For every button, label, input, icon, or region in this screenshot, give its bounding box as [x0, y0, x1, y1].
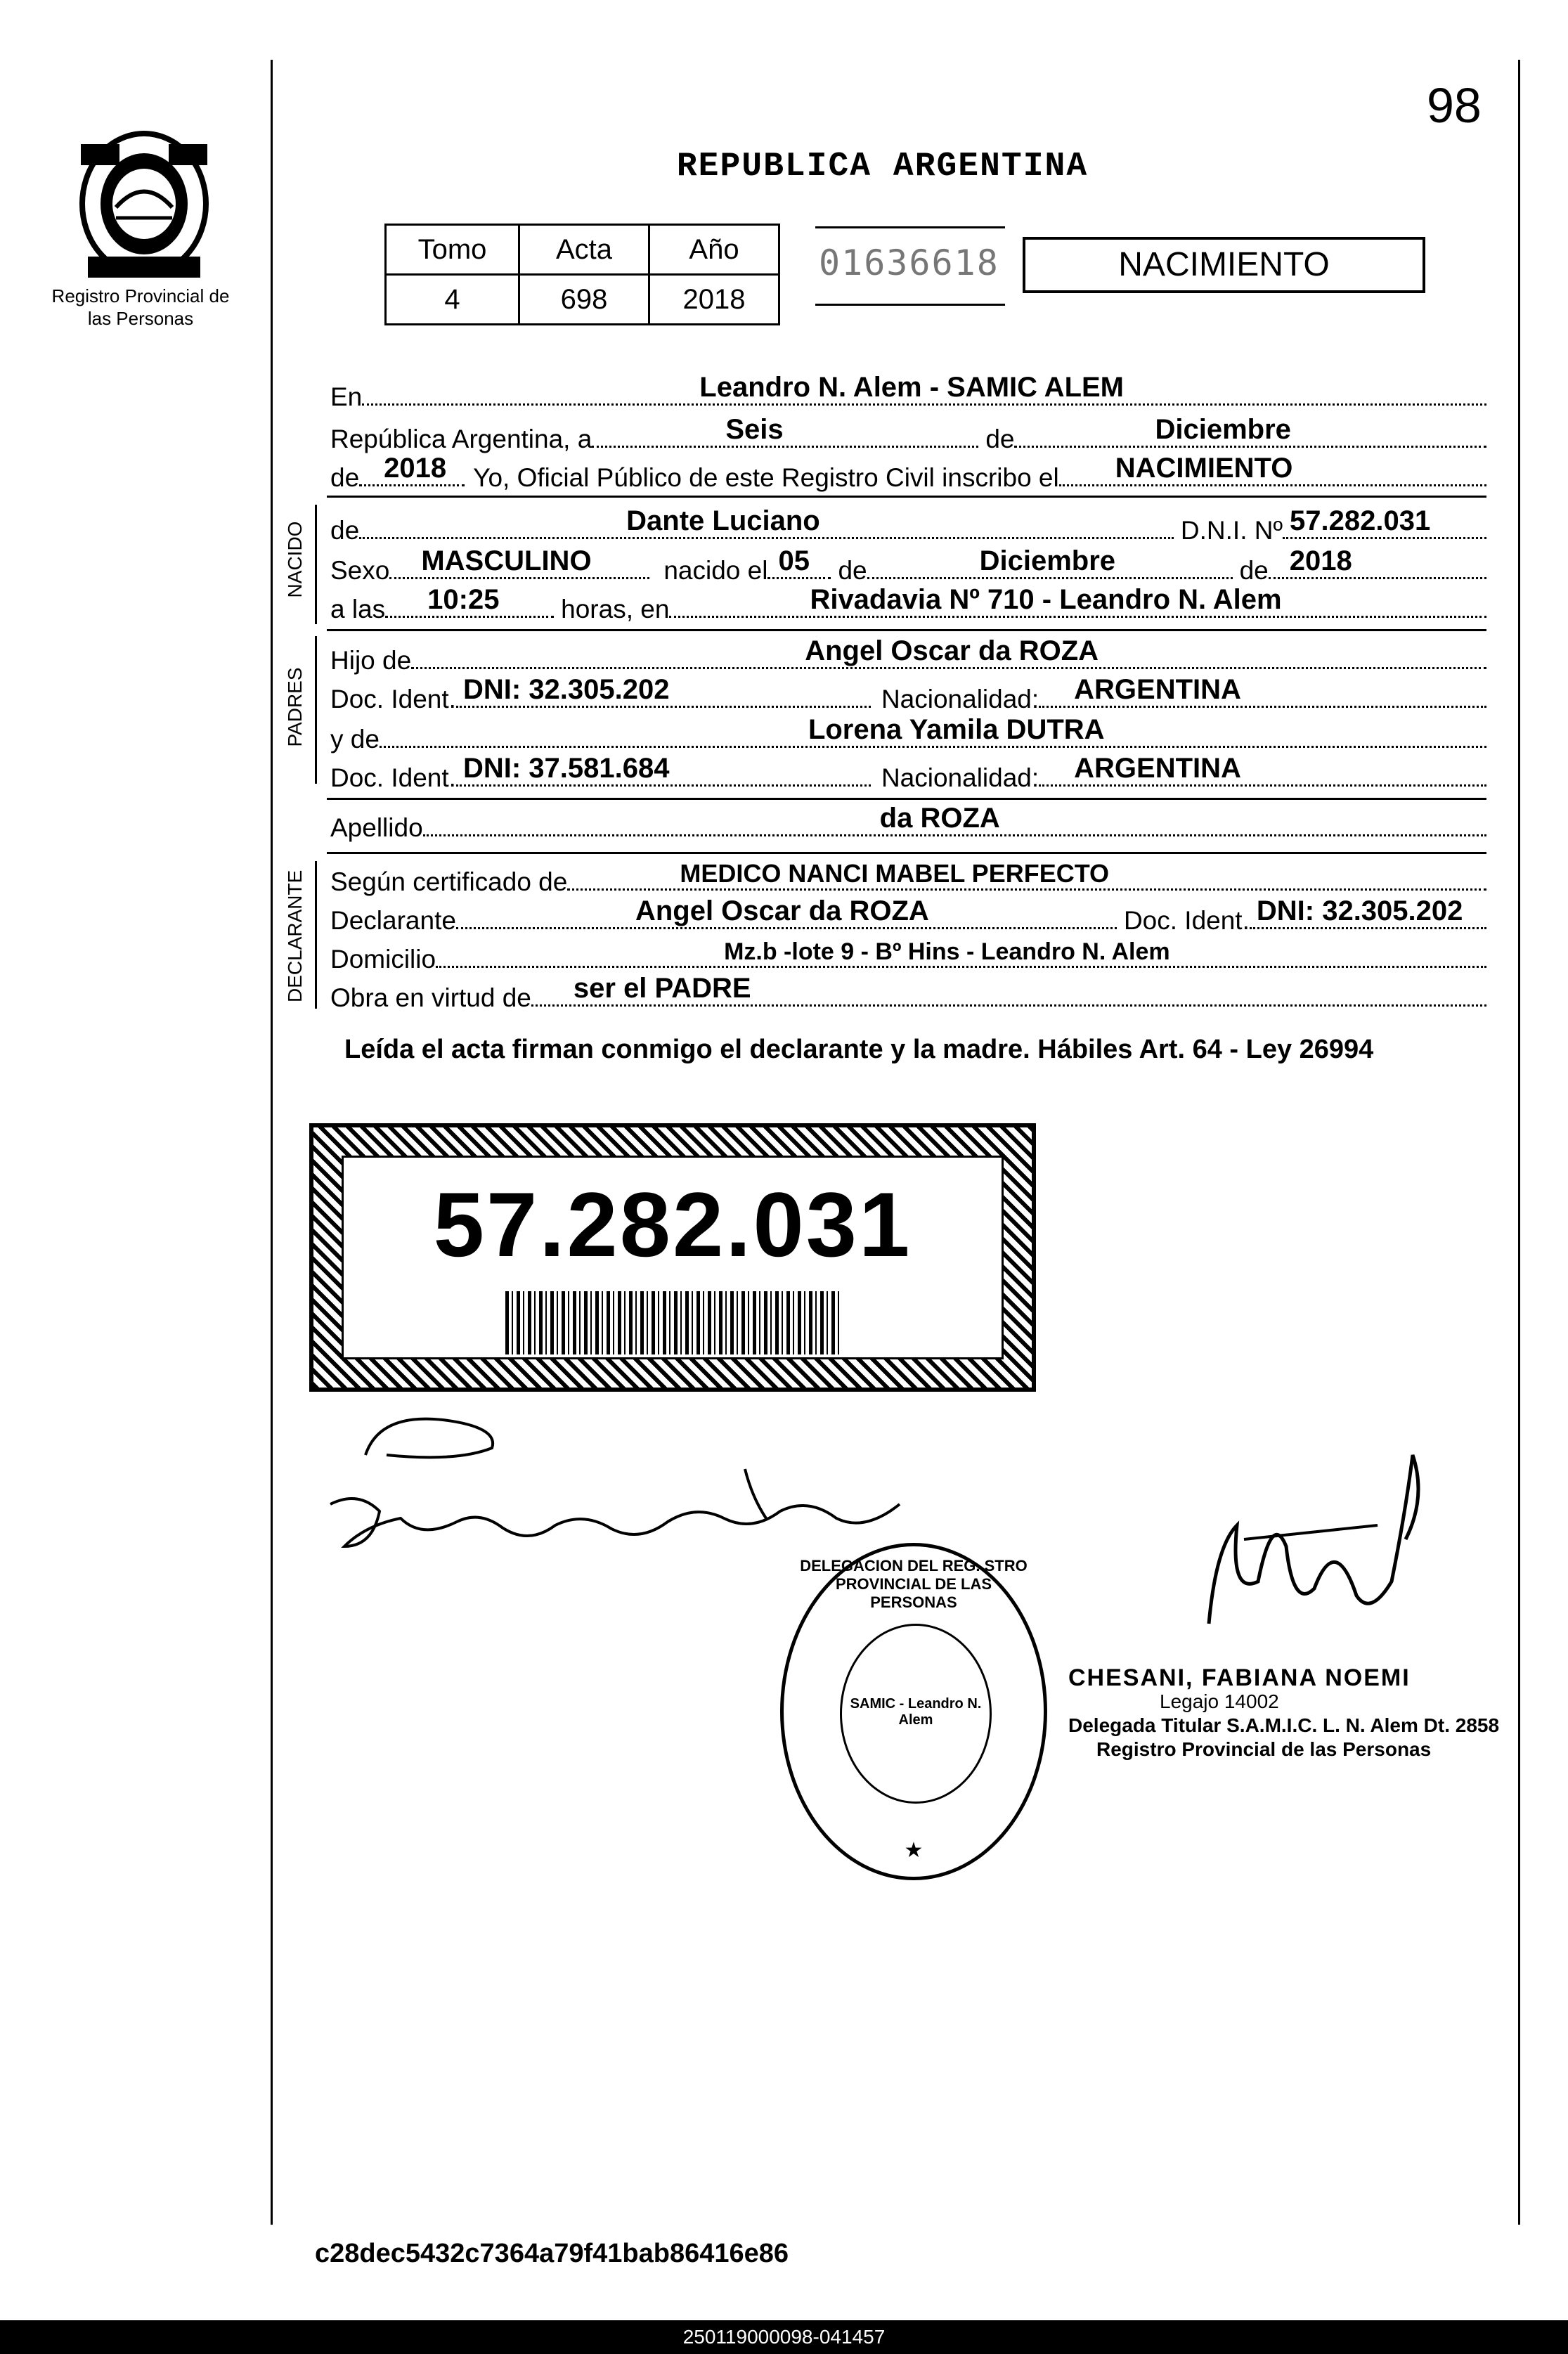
father-doc-dots: [456, 674, 871, 708]
stamp-outer-text: DELEGACION DEL REG. STRO PROVINCIAL DE LAS PERSONAS: [800, 1557, 1028, 1611]
serial-bottom-rule: [815, 304, 1005, 306]
registry-stamp: [780, 1543, 1047, 1880]
father-dots: [411, 635, 1486, 669]
row-father-doc: [330, 674, 1486, 714]
father-nat-dots: [1039, 674, 1486, 708]
record-table: [384, 224, 780, 325]
apellido-dots: [423, 803, 1486, 836]
padres-label: PADRES: [284, 667, 306, 747]
barcode-dni-number: 57.282.031: [433, 1173, 912, 1276]
father-name: Angel Oscar da ROZA: [805, 635, 1099, 666]
official-role: Delegada Titular S.A.M.I.C. L. N. Alem Dt. 2858: [1068, 1714, 1500, 1736]
year-prefix: de: [330, 463, 360, 492]
birth-de-label: de: [838, 556, 867, 585]
row-sexo: [330, 545, 1486, 586]
org-name: Registro Provincial de las Personas: [51, 285, 230, 329]
mother-signature: [316, 1406, 949, 1567]
mother-doc-label: Doc. Ident.: [330, 763, 456, 792]
dni-label: D.N.I. Nº: [1180, 516, 1283, 545]
stamp-inner-ring: [840, 1624, 992, 1804]
declarante-label: DECLARANTE: [284, 869, 306, 1002]
padres-bracket: [315, 636, 317, 784]
mother-nat-dots: [1039, 753, 1486, 787]
year-dots: [359, 453, 465, 486]
barcode-bars: [505, 1291, 840, 1354]
en-label: En: [330, 382, 363, 411]
child-name: Dante Luciano: [626, 505, 820, 536]
declarante-bracket: [315, 861, 317, 1009]
domicilio-dots: [436, 938, 1486, 968]
father-doc-label: Doc. Ident.: [330, 685, 456, 713]
declarante-doc: DNI: 32.305.202: [1256, 895, 1463, 926]
sexo-dots: [389, 545, 649, 579]
closing-text: Leída el acta firman conmigo el declarante y la madre. Hábiles Art. 64 - Ley 26994: [344, 1035, 1374, 1064]
tomo-header: Tomo: [386, 225, 519, 275]
domicilio-value: Mz.b -lote 9 - Bº Hins - Leandro N. Alem: [724, 938, 1170, 965]
row-apellido: [330, 803, 1486, 843]
tomo-value: 4: [386, 275, 519, 325]
declarante-name-label: Declarante: [330, 906, 456, 935]
mother-nat: ARGENTINA: [1074, 753, 1241, 784]
declarante-doc-label: Doc. Ident.: [1123, 906, 1250, 935]
row-en: [330, 372, 1486, 412]
hijo-de-label: Hijo de: [330, 646, 412, 675]
row-obra: [330, 973, 1486, 1013]
obra-value: ser el PADRE: [573, 973, 751, 1004]
barcode-inner: [342, 1156, 1004, 1359]
sexo-label: Sexo: [330, 556, 390, 585]
apellido-value: da ROZA: [879, 803, 1000, 834]
nacido-label: NACIDO: [284, 521, 306, 598]
page-number: 98: [1427, 78, 1482, 133]
row-year: [330, 453, 1486, 493]
father-nat: ARGENTINA: [1074, 674, 1241, 705]
father-nat-label: Nacionalidad:: [881, 685, 1039, 713]
row-republica: [330, 414, 1486, 454]
official-signature: [1195, 1441, 1434, 1652]
acta-header: Acta: [519, 225, 649, 275]
birth-day-dots: [767, 545, 831, 579]
en-dots: [362, 372, 1486, 406]
document-hash: c28dec5432c7364a79f41bab86416e86: [315, 2239, 789, 2268]
child-dni: 57.282.031: [1290, 505, 1431, 536]
row-declarante: [330, 895, 1486, 936]
official-name: CHESANI, FABIANA NOEMI: [1068, 1664, 1411, 1691]
mother-doc: DNI: 37.581.684: [462, 753, 670, 784]
rule-after-nacido: [327, 629, 1486, 631]
birth-place: Rivadavia Nº 710 - Leandro N. Alem: [810, 584, 1282, 615]
place-dots: [669, 584, 1486, 618]
serial-number: 01636618: [819, 242, 999, 283]
mother-nat-label: Nacionalidad:: [881, 763, 1039, 792]
en-value: Leandro N. Alem - SAMIC ALEM: [699, 372, 1124, 403]
dni-barcode-card: [309, 1123, 1036, 1392]
nacido-el-label: nacido el: [663, 556, 768, 585]
row-mother-doc: [330, 753, 1486, 793]
anio-value: 2018: [649, 275, 779, 325]
domicilio-label: Domicilio: [330, 945, 436, 974]
row-y-de: [330, 714, 1486, 754]
country-title: REPUBLICA ARGENTINA: [676, 148, 1089, 186]
cert-label: Según certificado de: [330, 867, 568, 896]
footer-id: 250119000098-041457: [0, 2320, 1568, 2354]
time-dots: [385, 584, 554, 618]
acta-value: 698: [519, 275, 649, 325]
republica-label: República Argentina, a: [330, 425, 592, 453]
document-type-box: NACIMIENTO: [1023, 237, 1425, 293]
a-las-label: a las: [330, 595, 386, 623]
declarante-value: Angel Oscar da ROZA: [635, 895, 929, 926]
mother-doc-dots: [456, 753, 871, 787]
stamp-inner-text: SAMIC - Leandro N. Alem: [850, 1696, 982, 1728]
declarante-doc-dots: [1250, 895, 1486, 929]
left-margin-line: [271, 60, 273, 2225]
stamp-star-icon: ★: [904, 1839, 924, 1862]
row-hora: [330, 584, 1486, 624]
registro-value: NACIMIENTO: [1115, 453, 1293, 484]
right-margin-line: [1518, 60, 1520, 2225]
cert-dots: [567, 859, 1486, 891]
row-domicilio: [330, 938, 1486, 974]
birth-day: 05: [778, 545, 810, 576]
year-value: 2018: [384, 453, 447, 484]
de-label: de: [985, 425, 1015, 453]
apellido-label: Apellido: [330, 813, 423, 842]
mother-name: Lorena Yamila DUTRA: [808, 714, 1105, 745]
official-legajo: Legajo 14002: [1160, 1690, 1279, 1712]
registro-dots: [1059, 453, 1486, 486]
dni-dots: [1283, 505, 1486, 539]
row-nacido-name: [330, 505, 1486, 545]
rule-after-padres: [327, 798, 1486, 800]
father-doc: DNI: 32.305.202: [462, 674, 670, 705]
day-dots: [592, 414, 978, 448]
mother-dots: [380, 714, 1486, 748]
obra-dots: [531, 973, 1486, 1007]
official-org: Registro Provincial de las Personas: [1096, 1738, 1432, 1760]
day-value: Seis: [725, 414, 784, 445]
birth-year-dots: [1269, 545, 1486, 579]
row-hijo-de: [330, 635, 1486, 675]
province-seal-logo: [67, 119, 221, 295]
month-value: Diciembre: [1155, 414, 1291, 445]
sexo-value: MASCULINO: [421, 545, 592, 576]
birth-de2-label: de: [1239, 556, 1269, 585]
y-de-label: y de: [330, 725, 380, 754]
cert-value: MEDICO NANCI MABEL PERFECTO: [680, 859, 1110, 888]
nacido-de-label: de: [330, 516, 360, 545]
birth-month: Diciembre: [979, 545, 1116, 576]
registro-text: Yo, Oficial Público de este Registro Civil inscribo el: [473, 463, 1059, 492]
name-dots: [359, 505, 1174, 539]
anio-header: Año: [649, 225, 779, 275]
declarante-dots: [456, 895, 1117, 929]
horas-label: horas, en: [561, 595, 670, 623]
birth-year: 2018: [1289, 545, 1352, 576]
obra-label: Obra en virtud de: [330, 983, 531, 1012]
official-info: [1068, 1666, 1504, 1761]
nacido-bracket: [315, 505, 317, 624]
row-certificado: [330, 859, 1486, 897]
serial-top-rule: [815, 226, 1005, 228]
birth-time: 10:25: [427, 584, 500, 615]
rule-after-intro: [327, 496, 1486, 498]
birth-month-dots: [867, 545, 1233, 579]
month-dots: [1014, 414, 1486, 448]
rule-after-apellido: [327, 852, 1486, 854]
